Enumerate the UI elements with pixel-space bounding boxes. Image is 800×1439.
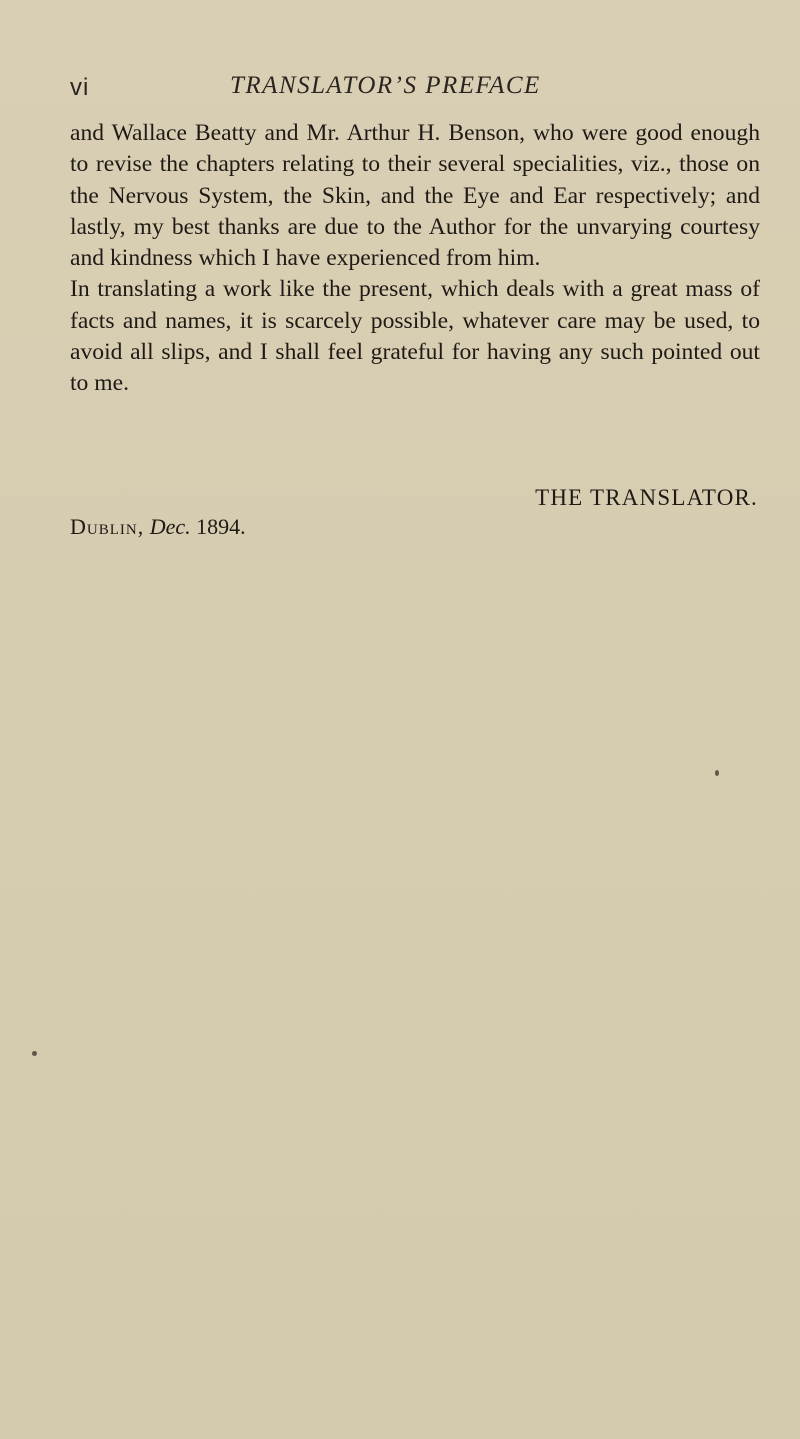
page-number: vi bbox=[70, 74, 90, 101]
body-text bbox=[70, 118, 760, 400]
translator-signature: THE TRANSLATOR. bbox=[535, 485, 758, 510]
paper-speck bbox=[715, 770, 719, 776]
dateline bbox=[70, 514, 246, 540]
paper-speck bbox=[32, 1051, 37, 1056]
paragraph-acknowledgements: and Wallace Beatty and Mr. Arthur H. Benson, who were good enough to revise the chapters relating to their several specialities, viz., those on the Nervous System, the Skin, and the Eye and Ear respectively; and lastly, my best thanks are due to the Author for the unvarying courtesy and kindness which I have experienced from him. bbox=[70, 120, 760, 272]
running-head bbox=[70, 70, 760, 110]
dateline-month: Dec. bbox=[149, 514, 191, 539]
paragraph-errata-request: In translating a work like the present, which deals with a great mass of facts and names, it is scarcely possible, whatever care may be used, to avoid all slips, and I shall feel grateful for having any such pointed out to me. bbox=[70, 276, 760, 397]
running-title: TRANSLATOR’S PREFACE bbox=[230, 72, 541, 99]
dateline-year: 1894. bbox=[196, 514, 246, 539]
dateline-place: Dublin, bbox=[70, 514, 145, 539]
